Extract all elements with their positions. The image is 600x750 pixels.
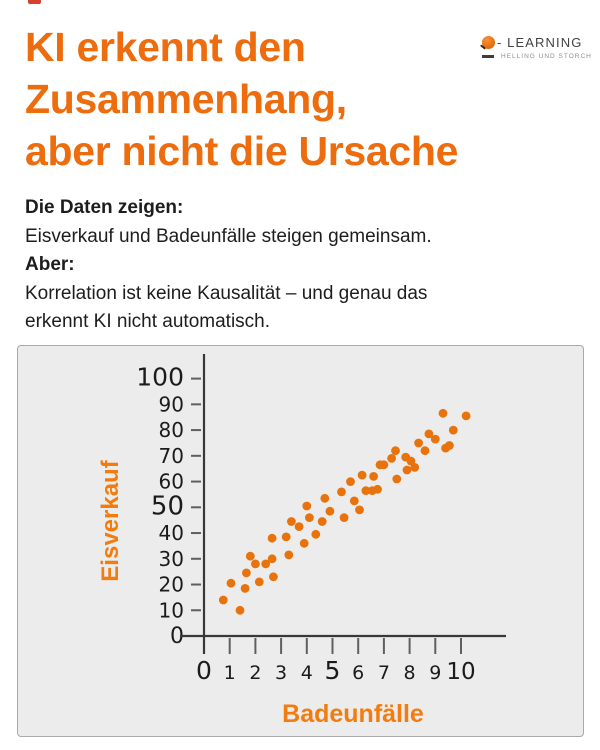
data-point <box>445 441 454 450</box>
data-point <box>282 533 291 542</box>
data-point <box>287 517 296 526</box>
y-tick-label: 100 <box>136 362 184 392</box>
data-point <box>439 409 448 418</box>
data-point <box>326 507 335 516</box>
y-tick-label: 40 <box>158 521 184 546</box>
x-tick-label: 4 <box>300 662 313 684</box>
data-point <box>462 412 471 421</box>
y-tick-label: 70 <box>158 443 184 468</box>
x-tick-label: 10 <box>446 659 476 685</box>
data-point <box>346 477 355 486</box>
intro-text-data: Eisverkauf und Badeunfälle steigen gemeinsam. <box>25 225 432 247</box>
data-point <box>337 488 346 497</box>
x-tick-label: 2 <box>249 662 262 684</box>
y-tick-label: 80 <box>158 418 184 443</box>
data-point <box>392 475 401 484</box>
data-point <box>236 606 245 615</box>
x-tick-label: 8 <box>403 662 416 684</box>
data-point <box>295 522 304 531</box>
data-point <box>414 439 423 448</box>
data-point <box>355 506 364 515</box>
intro-label-but: Aber: <box>25 254 75 275</box>
y-tick-label: 50 <box>150 491 184 522</box>
data-point <box>246 552 255 561</box>
data-point <box>305 513 314 522</box>
data-point <box>311 530 320 539</box>
y-tick-label: 60 <box>158 469 184 494</box>
data-point <box>255 578 264 587</box>
data-point <box>380 460 389 469</box>
data-point <box>268 534 277 543</box>
logo-subtitle: HELLING UND STORCH <box>501 53 592 60</box>
x-tick-label: 1 <box>223 662 236 684</box>
data-point <box>300 539 309 548</box>
top-red-marker <box>28 0 41 4</box>
page-title-line-2: Zusammenhang, <box>25 76 347 122</box>
scatter-chart-panel <box>17 345 584 737</box>
data-point <box>350 497 359 506</box>
data-point <box>318 517 327 526</box>
page-title-line-3: aber nicht die Ursache <box>25 128 459 174</box>
data-point <box>431 435 440 444</box>
x-tick-label: 7 <box>377 662 390 684</box>
logo-wordmark: - LEARNING <box>497 34 583 50</box>
data-point <box>369 472 378 481</box>
data-point <box>449 426 458 435</box>
y-tick-label: 0 <box>170 624 184 649</box>
data-point <box>391 446 400 455</box>
intro-text-block <box>25 194 480 337</box>
data-point <box>241 584 250 593</box>
y-tick-label: 10 <box>158 598 184 623</box>
page-title <box>25 21 545 177</box>
data-point <box>387 454 396 463</box>
data-point <box>302 502 311 511</box>
x-tick-label: 0 <box>196 656 212 685</box>
data-point <box>227 579 236 588</box>
y-tick-label: 90 <box>158 392 184 417</box>
intro-text-but: Korrelation ist keine Kausalität – und genau das erkennt KI nicht automatisch. <box>25 282 428 332</box>
data-point <box>269 572 278 581</box>
data-point <box>410 463 419 472</box>
x-tick-label: 5 <box>324 656 341 685</box>
x-tick-label: 9 <box>429 662 442 684</box>
y-axis-title: Eisverkauf <box>97 460 124 582</box>
scatter-chart <box>18 346 583 736</box>
data-point <box>242 569 251 578</box>
data-point <box>403 466 412 475</box>
data-point <box>340 513 349 522</box>
data-point <box>251 560 260 569</box>
intro-label-data: Die Daten zeigen: <box>25 197 184 218</box>
y-tick-label: 30 <box>158 546 184 571</box>
data-point <box>284 551 293 560</box>
page-title-line-1: KI erkennt den <box>25 24 306 70</box>
data-point <box>219 596 228 605</box>
x-tick-label: 6 <box>352 662 365 684</box>
data-point <box>421 446 430 455</box>
data-point <box>268 554 277 563</box>
y-tick-label: 20 <box>158 572 184 597</box>
data-point <box>320 494 329 503</box>
data-point <box>373 485 382 494</box>
x-axis-title: Badeunfälle <box>282 700 424 728</box>
x-tick-label: 3 <box>275 662 288 684</box>
data-point <box>358 471 367 480</box>
